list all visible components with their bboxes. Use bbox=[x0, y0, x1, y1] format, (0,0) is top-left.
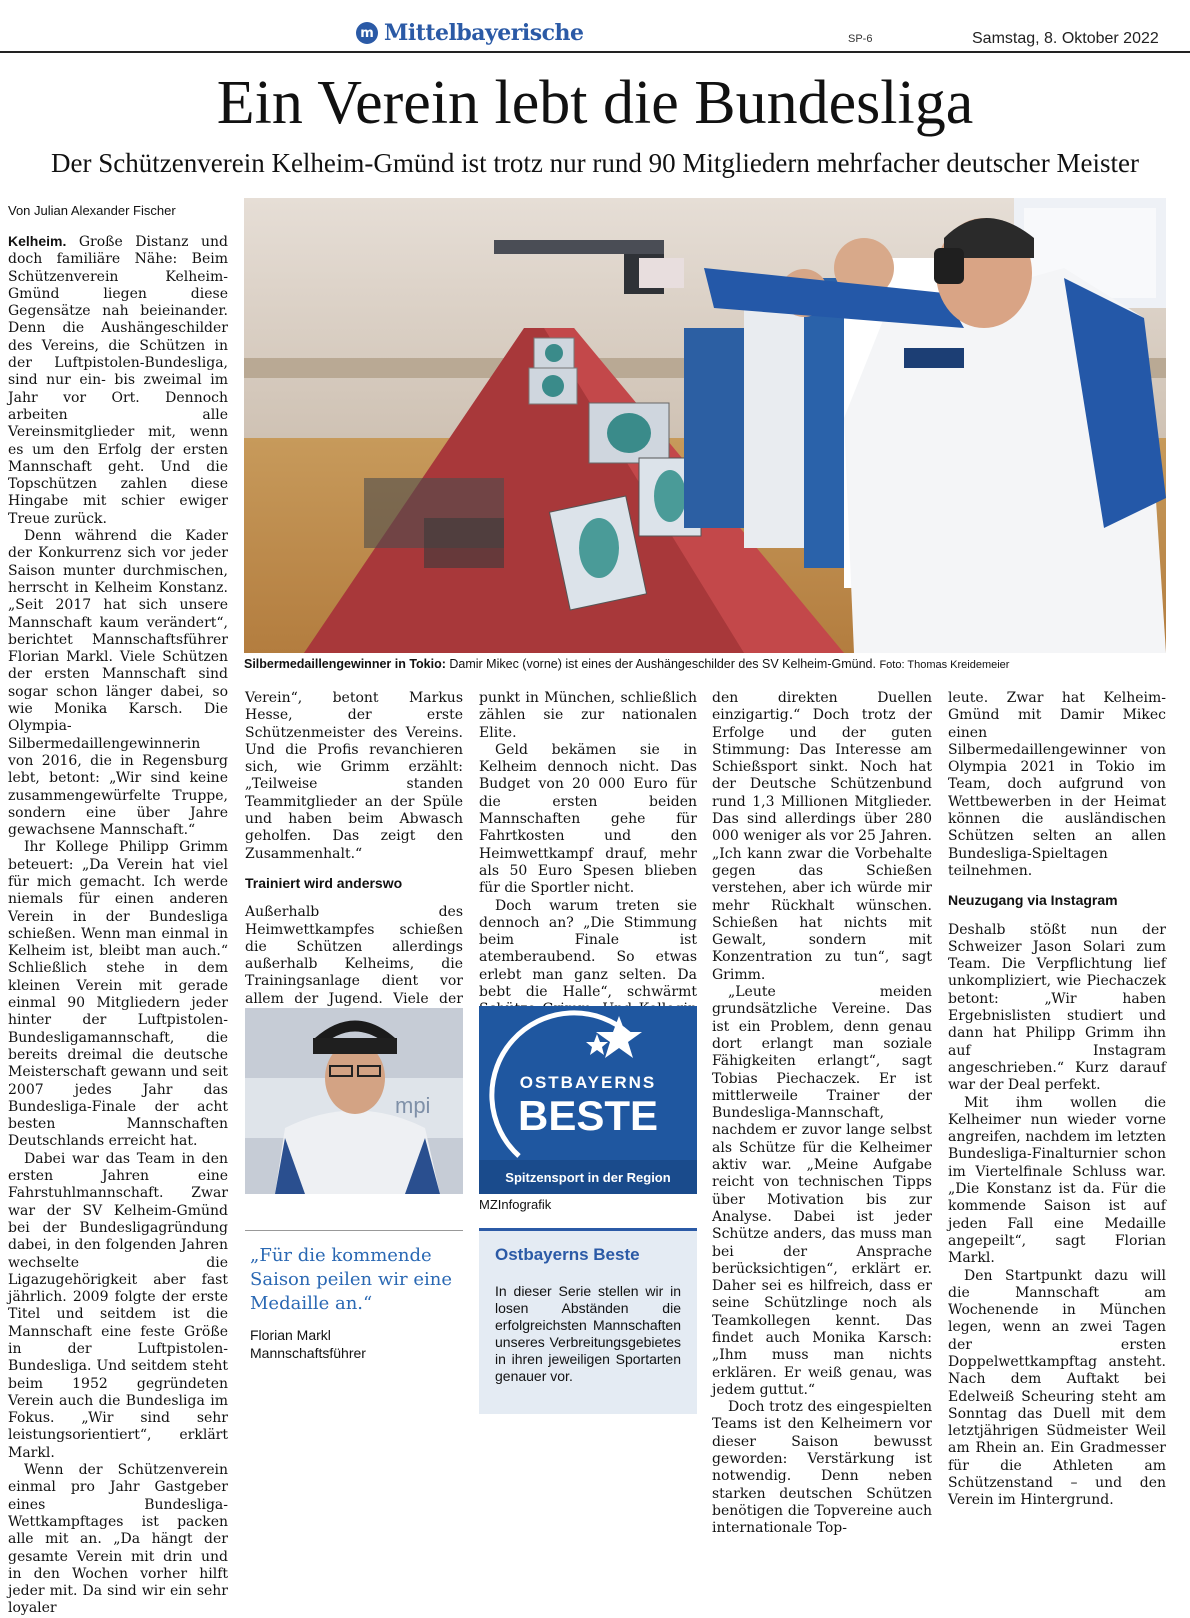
masthead-logo bbox=[356, 18, 584, 48]
infographic-line2: BESTE bbox=[517, 1092, 659, 1139]
article-column-3 bbox=[479, 690, 697, 1053]
logo-icon: m bbox=[356, 22, 378, 44]
paragraph: Doch warum treten sie dennoch an? „Die Stimmung beim Finale ist atemberaubend. So etwas erlebt man ganz selten. Da bebt die Halle“, schwärmt bbox=[479, 897, 697, 1001]
article-column-1 bbox=[8, 233, 228, 1617]
paragraph bbox=[8, 233, 228, 528]
section-subhead: Trainiert wird anderswo bbox=[245, 874, 403, 891]
photo-credit: Foto: Thomas Kreidemeier bbox=[879, 659, 1010, 671]
quote-attribution bbox=[250, 1326, 366, 1362]
page-number: SP-6 bbox=[848, 33, 873, 45]
paragraph: Außerhalb des Heimwettkampfes schießen die Schützen allerdings außerhalb Kelheims, die Trainingsanlage dient vor allem der Jugend. Viele der bbox=[245, 904, 463, 1007]
svg-text:mpi: mpi bbox=[395, 1093, 431, 1118]
paragraph: Den Startpunkt dazu will die Mannschaft am Wochenende in München legen, wenn an zwei Tagen der ersten Doppelwettkampftag ansteht. Nach dem Auftakt bei Edelweiß Scheuring steht am Sonntag das Duell mit dem letztjährigen Südmeister Weil am Rhein an. Ein Gradmesser für die Athleten am Schützenstand – und den Verein im Hintergrund. bbox=[948, 1267, 1166, 1509]
article-column-2 bbox=[245, 690, 463, 1060]
paragraph-text: Große Distanz und doch familiäre Nähe: Beim Schützenverein Kelheim-Gmünd liegen diese Gegensätze nah beieinander. Denn die Aushängeschilder des Vereins, die Schützen in der Luftpistolen-Bundesliga, sind nur ein- bis zweimal im Jahr vor Ort. Dennoch arbeiten alle Vereinsmitglieder mit, wenn es um den Erfolg der ersten Mannschaft geht. Und die Topschützen zahlen diese Hingabe mit schier ewiger Treue zurück. bbox=[8, 234, 228, 527]
subheadline: Der Schützenverein Kelheim-Gmünd ist trotz nur rund 90 Mitgliedern mehrfacher deutscher Meister bbox=[51, 148, 1139, 178]
byline: Von Julian Alexander Fischer bbox=[8, 203, 176, 218]
paragraph: Geld bekämen sie in Kelheim dennoch nicht. Das Budget von 20 000 Euro für die ersten beiden Mannschaften gehe für Fahrtkosten und den Heimwettkampf drauf, mehr als 50 Euro Spesen blieben für die Sportler nicht. bbox=[479, 741, 697, 897]
header-divider bbox=[0, 51, 1190, 53]
section-subhead: Neuzugang via Instagram bbox=[948, 892, 1118, 909]
paragraph: leute. Zwar hat Kelheim-Gmünd mit Damir Mikec einen Silbermedaillengewinner von Olympia 2021 in Tokio im Team, doch aufgrund von Wettbewerben in der Heimat können die ausländischen Schützen selten an allen Bundesliga-Spieltagen teilnehmen. bbox=[948, 690, 1166, 879]
publication-date: Samstag, 8. Oktober 2022 bbox=[972, 30, 1159, 47]
paragraph: den direkten Duellen einzigartig.“ Doch trotz der Erfolge und der guten Stimmung: Das Interesse am Schießsport sinkt. Noch hat der Deutsche Schützenbund rund 1,3 Millionen Mitglieder. Das sind allerdings über 280 000 weniger als vor 25 Jahren. „Ich kann zwar die Vorbehalte gegen das Schießen verstehen, aber ich würde mir mehr Rückhalt wünschen. Schießen hat nichts mit Gewalt, sondern mit Konzentration zu tun“, sagt Grimm. bbox=[712, 690, 932, 983]
publication-name: Mittelbayerische bbox=[384, 20, 584, 46]
infobox-title: Ostbayerns Beste bbox=[495, 1245, 640, 1264]
shooting-range-photo bbox=[244, 198, 1166, 653]
paragraph: Verein“, betont Markus Hesse, der erste Schützenmeister des Vereins. Und die Profis revanchieren sich, wie Grimm erzählt: „Teilweise standen Teammitglieder an der Spüle und haben beim Abwasch geholfen. Das zeigt den Zusammenhalt.“ bbox=[245, 690, 463, 862]
photo-caption bbox=[244, 656, 1166, 673]
paragraph: „Leute meiden grundsätzliche Vereine. Das ist ein Problem, denn genau dort erlangt man soziale Fähigkeiten erlangt“, sagt Tobias Piechaczek. Er ist mittlerweile Trainer der Bundesliga-Mannschaft, nachdem er zuvor lange selbst als Schütze für die Kelheimer aktiv war. „Meine Aufgabe reicht von technischen Tipps über Motivation bis zur Analyse. Dabei ist jeder Schütze anders, das muss man bei der Ansprache berücksichtigen“, erklärt er. Daher sei es hilfreich, dass er seine Schützlinge noch als Teamkollegen kennt. Das findet auch Monika Karsch: „Ihm muss man nichts erklären. Er weiß genau, was jedem guttut.“ bbox=[712, 984, 932, 1398]
dateline: Kelheim. bbox=[8, 233, 67, 249]
infographic-line1: OSTBAYERNS bbox=[519, 1073, 657, 1092]
article-column-4 bbox=[712, 690, 932, 1538]
headline: Ein Verein lebt die Bundesliga bbox=[216, 69, 974, 137]
portrait-florian-markl bbox=[245, 1008, 463, 1194]
main-photo bbox=[244, 198, 1166, 653]
paragraph: Ihr Kollege Philipp Grimm beteuert: „Da Verein hat viel für mich gemacht. Ich werde niemals für einen anderen Verein in der Bundesliga schießen. Wenn man einmal in Kelheim ist, bleibt man auch.“ Schließlich stehe in dem kleinen Verein mit gerade einmal 90 Mitgliedern jeder hinter der Luftpistolen-Bundesligamannschaft, die bereits dreimal die deutsche Meisterschaft gewann und seit 2007 jedes Jahr das Bundesliga-Finale der acht besten Mannschaften Deutschlands erreicht hat. bbox=[8, 839, 228, 1150]
paragraph: punkt in München, schließlich zählen sie zur nationalen Elite. bbox=[479, 690, 697, 741]
paragraph: Denn während die Kader der Konkurrenz sich vor jeder Saison munter durchmischen, herrscht in Kelheim Konstanz. „Seit 2017 hat sich unsere Mannschaft kaum verändert“, berichtet Mannschaftsführer Florian Markl. Viele Schützen der ersten Mannschaft sind sogar schon länger dabei, so wie Monika Karsch. Die Olympia-Silbermedaillengewinnerin von 2016, die in Regensburg lebt, betont: „Wir sind keine zusammengewürfelte Truppe, sondern eine über Jahre gewachsene Mannschaft.“ bbox=[8, 528, 228, 839]
paragraph: Doch trotz des eingespielten Teams ist den Kelheimern vor dieser Saison bewusst geworden: Verstärkung ist notwendig. Denn neben starken deutschen Schützen benötigen die Topvereine auch internationale Top- bbox=[712, 1399, 932, 1537]
ostbayerns-beste-logo bbox=[479, 1006, 697, 1194]
caption-lead: Silbermedaillengewinner in Tokio: bbox=[244, 657, 446, 671]
paragraph: Mit ihm wollen die Kelheimer nun wieder vorne angreifen, nachdem im letzten Bundesliga-Finalturnier schon im Viertelfinale Schluss war. „Die Konstanz ist da. Für die kommende Saison ist auf jeden Fall eine Medaille angepeilt“, sagt Florian Markl. bbox=[948, 1094, 1166, 1267]
pull-quote: „Für die kommende Saison peilen wir eine Medaille an.“ bbox=[250, 1245, 453, 1314]
infographic-tagline: Spitzensport in der Region bbox=[505, 1170, 671, 1185]
infobox-text: In dieser Serie stellen wir in losen Abständen die erfolgreichsten Mannschaften unseres Verbreitungsgebietes in ihren jeweiligen Sportarten genauer vor. bbox=[495, 1283, 681, 1384]
series-infobox bbox=[479, 1228, 697, 1414]
quote-name: Florian Markl bbox=[250, 1327, 331, 1343]
infographic-credit: MZInfografik bbox=[479, 1197, 552, 1212]
paragraph: Wenn der Schützenverein einmal pro Jahr Gastgeber eines Bundesliga-Wettkampftages ist packen alle mit an. „Da hängt der gesamte Verein mit drin und in den Wochen vorher hilft jeder mit. Da sind wir ein sehr loyaler bbox=[8, 1462, 228, 1617]
caption-text: Damir Mikec (vorne) ist eines der Aushängeschilder des SV Kelheim-Gmünd. bbox=[449, 657, 876, 671]
portrait-photo bbox=[245, 1008, 463, 1194]
quote-role: Mannschaftsführer bbox=[250, 1345, 366, 1361]
paragraph: Dabei war das Team in den ersten Jahren eine Fahrstuhlmannschaft. Zwar war der SV Kelheim-Gmünd bei der Bundesligagründung dabei, in den folgenden Jahren wechselte die Ligazugehörigkeit aber fast jährlich. 2009 folgte der erste Titel und seitdem ist die Mannschaft eine feste Größe in der Luftpistolen-Bundesliga. Und seitdem steht beim 1952 gegründeten Verein auch die Bundesliga im Fokus. „Wir sind sehr leistungsorientiert“, erklärt Markl. bbox=[8, 1150, 228, 1461]
article-column-5 bbox=[948, 690, 1166, 1510]
quote-divider bbox=[245, 1230, 463, 1231]
series-infographic bbox=[479, 1006, 697, 1194]
paragraph: Deshalb stößt nun der Schweizer Jason Solari zum Team. Die Verpflichtung lief unkompliziert, wie Piechaczek betont: „Wir haben Ergebnislisten studiert und dann hat Philipp Grimm ihn auf Instagram angeschrieben.“ Kurz darauf war der Deal perfekt. bbox=[948, 921, 1166, 1094]
